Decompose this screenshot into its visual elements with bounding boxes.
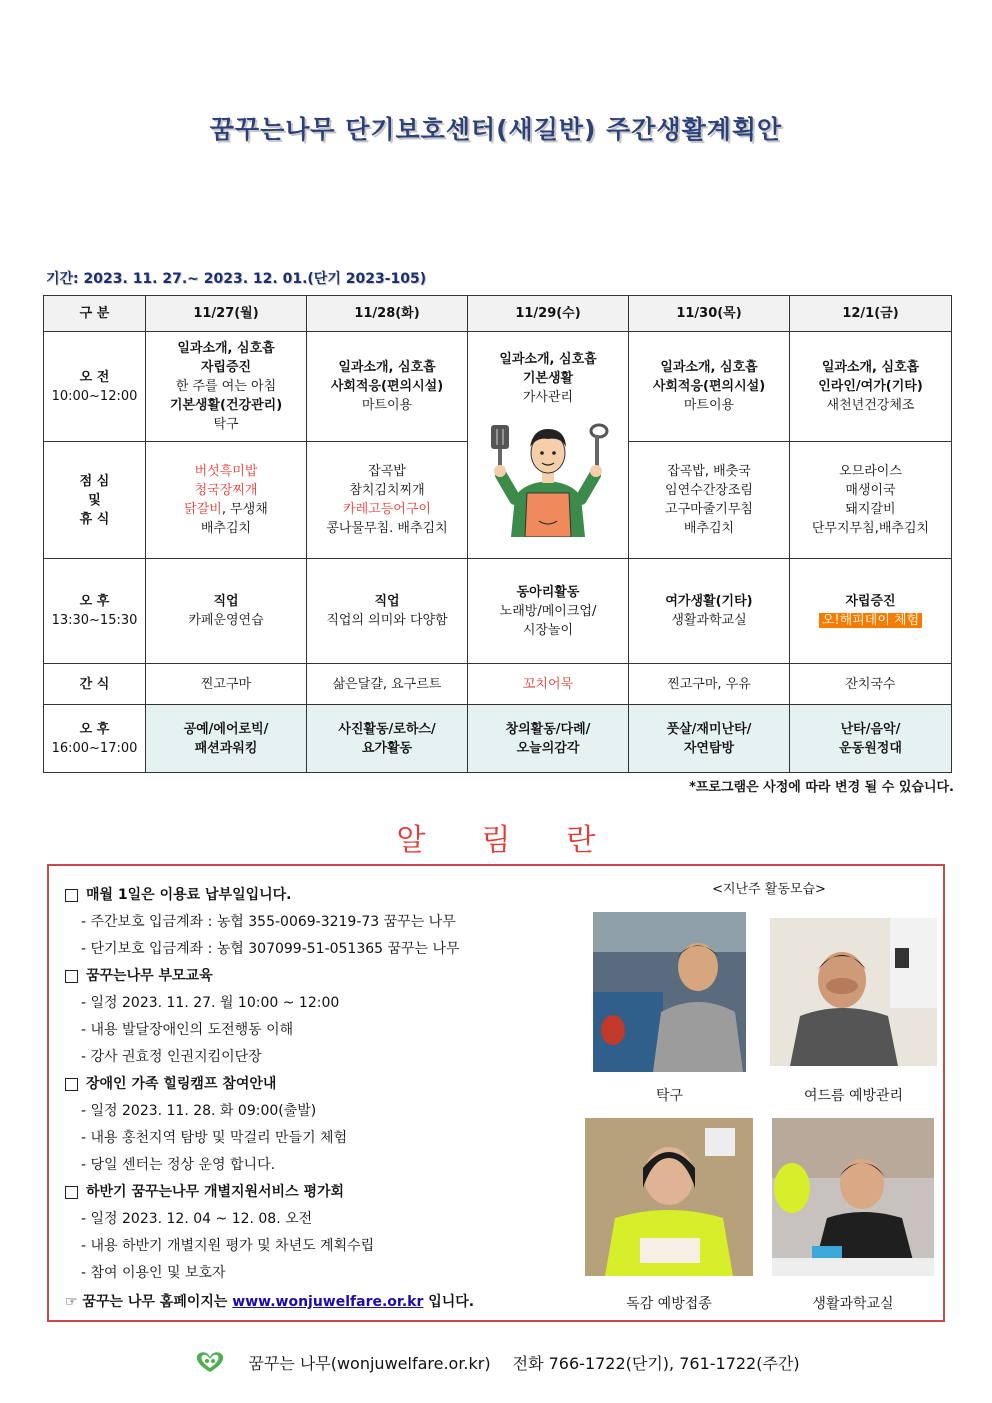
cell-line: 자립증진 <box>845 594 896 609</box>
checkbox-icon <box>65 889 78 902</box>
cell-line: 오므라이스 <box>839 464 902 479</box>
cell-fri-afternoon <box>790 559 952 664</box>
header-cell: 11/29(수) <box>468 296 629 332</box>
homepage-pre: ☞ 꿈꾸는 나무 홈페이지는 <box>65 1294 228 1310</box>
notice-section-head <box>65 1071 565 1098</box>
homepage-post: 입니다. <box>428 1294 475 1310</box>
cell-line: 새천년건강체조 <box>826 398 915 413</box>
notice-list <box>65 882 565 1317</box>
cell-tue-evening <box>307 705 468 773</box>
photo-science-class <box>772 1118 934 1276</box>
cell-thu-lunch <box>629 442 790 559</box>
table-row-afternoon <box>44 559 952 664</box>
cell-mon-afternoon <box>146 559 307 664</box>
notice-title: 알림란 <box>396 823 652 858</box>
caption-4: 생활과학교실 <box>812 1296 894 1312</box>
cell-line: 고구마줄기무침 <box>665 502 753 517</box>
weekly-schedule-table <box>43 295 952 773</box>
row-label <box>44 559 146 664</box>
cell-line: 마트이용 <box>361 398 413 413</box>
cell-line: 생활과학교실 <box>671 613 747 628</box>
cell-line: 풋살/재미난타/ <box>666 721 752 737</box>
table-row-snack <box>44 664 952 705</box>
cell-line: 버섯흑미밥 <box>194 464 258 479</box>
photo-acne-care <box>770 918 937 1066</box>
table-row-morning <box>44 332 952 442</box>
cell-line: 운동원정대 <box>839 740 902 756</box>
cell-wed-evening <box>468 705 629 773</box>
homepage-line <box>65 1287 565 1317</box>
cell-line: 자연탐방 <box>683 740 735 756</box>
notice-section-head <box>65 882 565 909</box>
cell-line-part: 닭갈비 <box>184 502 222 517</box>
notice-item: - 일정 2023. 12. 04 ~ 12. 08. 오전 <box>81 1211 313 1227</box>
cook-illustration <box>483 417 613 537</box>
cell-line: 닭갈비, 무생채 <box>184 502 268 517</box>
cell-line: 카페운영연습 <box>188 613 264 628</box>
photos-title: <지난주 활동모습> <box>712 882 826 897</box>
notice-item: - 일정 2023. 11. 27. 월 10:00 ~ 12:00 <box>81 995 340 1011</box>
row-label-title: 점 심 <box>79 473 110 489</box>
cell-line: 탁구 <box>213 417 239 432</box>
notice-item: - 내용 홍천지역 탐방 및 막걸리 만들기 체험 <box>81 1130 348 1146</box>
notice-item: - 강사 권효정 인권지킴이단장 <box>81 1049 262 1065</box>
cell-thu-evening <box>629 705 790 773</box>
notice-section-head <box>65 963 565 990</box>
cell-line: 일과소개, 심호흡 <box>177 341 275 356</box>
photo-flu-vaccination <box>585 1118 753 1276</box>
row-label-title: 오 전 <box>79 369 110 385</box>
period-value: 2023. 11. 27.~ 2023. 12. 01.(단기 2023-105) <box>83 271 427 287</box>
checkbox-icon <box>65 1078 78 1091</box>
cell-line: 사회적응(편의시설) <box>330 379 444 394</box>
cell-line: 창의활동/다례/ <box>505 721 591 737</box>
row-label <box>44 442 146 559</box>
cell-line: 노래방/메이크업/ <box>499 603 597 619</box>
cell-fri-lunch <box>790 442 952 559</box>
cell-line <box>792 611 949 630</box>
row-label-title: 및 <box>88 492 101 508</box>
row-label-time: 16:00~17:00 <box>51 740 138 756</box>
notice-head-text: 꿈꾸는나무 부모교육 <box>86 968 213 984</box>
cell-line: 마트이용 <box>683 398 735 413</box>
header-cell: 11/30(목) <box>629 296 790 332</box>
cell-line: 여가생활(기타) <box>665 594 753 609</box>
cell-line: 기본생활 <box>522 371 574 386</box>
notice-item: - 단기보호 입금계좌 : 농협 307099-51-051365 꿈꾸는 나무 <box>81 941 460 957</box>
checkbox-icon <box>65 1186 78 1199</box>
header-cell: 11/27(월) <box>146 296 307 332</box>
cell-line: 난타/음악/ <box>840 721 901 737</box>
cell-mon-morning <box>146 332 307 442</box>
cell-thu-afternoon <box>629 559 790 664</box>
cell-line: 동아리활동 <box>516 584 580 600</box>
row-label-time: 13:30~15:30 <box>51 613 138 628</box>
footer-org: 꿈꾸는 나무(wonjuwelfare.or.kr) <box>248 1353 491 1373</box>
cell-line: 배추김치 <box>200 521 252 536</box>
cell-line: 카레고등어구이 <box>343 502 431 517</box>
cell-line: 자립증진 <box>200 360 252 375</box>
cell-tue-lunch <box>307 442 468 559</box>
cell-line: 매생이국 <box>845 483 896 498</box>
cell-fri-morning <box>790 332 952 442</box>
cell-line: 일과소개, 심호흡 <box>499 352 597 367</box>
cell-mon-evening <box>146 705 307 773</box>
cell-tue-snack: 삶은달걀, 요구르트 <box>307 664 468 705</box>
cell-line: 직업 <box>374 594 400 609</box>
notice-item: - 참여 이용인 및 보호자 <box>81 1265 226 1281</box>
footer-phone: 전화 766-1722(단기), 761-1722(주간) <box>512 1353 800 1373</box>
logo-icon <box>192 1350 228 1374</box>
header-cell: 구 분 <box>44 296 146 332</box>
header-cell: 11/28(화) <box>307 296 468 332</box>
row-label-title: 휴 식 <box>79 511 110 527</box>
cell-line: 인라인/여가(기타) <box>818 379 923 394</box>
cell-line: 직업의 의미와 다양함 <box>326 613 448 628</box>
cell-fri-evening <box>790 705 952 773</box>
table-row-evening <box>44 705 952 773</box>
cell-line: 콩나물무침. 배추김치 <box>326 521 448 536</box>
cell-line: 시장놀이 <box>522 622 574 638</box>
row-label-title: 오 후 <box>79 594 110 609</box>
cell-line: 한 주를 여는 아침 <box>175 379 277 394</box>
cell-line: 오늘의감각 <box>516 740 580 756</box>
cell-line: 기본생활(건강관리) <box>169 398 283 413</box>
checkbox-icon <box>65 970 78 983</box>
caption-2: 여드름 예방관리 <box>803 1088 904 1104</box>
notice-head-text: 하반기 꿈꾸는나무 개별지원서비스 평가회 <box>86 1184 345 1200</box>
row-label-time: 10:00~12:00 <box>51 388 138 404</box>
row-label: 간 식 <box>44 664 146 705</box>
cell-thu-morning <box>629 332 790 442</box>
cell-line: 참치김치찌개 <box>349 483 425 498</box>
notice-item: - 내용 발달장애인의 도전행동 이해 <box>81 1022 294 1038</box>
cell-wed-afternoon <box>468 559 629 664</box>
cell-line: 청국장찌개 <box>194 483 258 498</box>
cell-line: 공예/에어로빅/ <box>183 721 269 737</box>
cell-line: 임연수간장조림 <box>665 483 753 498</box>
cell-tue-afternoon <box>307 559 468 664</box>
notice-section-head <box>65 1179 565 1206</box>
cell-tue-morning <box>307 332 468 442</box>
cell-thu-snack: 찐고구마, 우유 <box>629 664 790 705</box>
cell-line: 일과소개, 심호흡 <box>821 360 920 375</box>
cell-line: 직업 <box>213 594 239 609</box>
notice-box <box>47 864 945 1322</box>
cell-fri-snack: 잔치국수 <box>790 664 952 705</box>
cell-line: 배추김치 <box>683 521 735 536</box>
cell-line: 패션과워킹 <box>194 740 258 756</box>
period <box>46 268 426 288</box>
notice-item: - 내용 하반기 개별지원 평가 및 차년도 계획수립 <box>81 1238 375 1254</box>
cell-line: 사회적응(편의시설) <box>652 379 766 394</box>
cell-line-part: 무생채 <box>230 502 268 517</box>
cell-wed-snack: 꼬치어묵 <box>468 664 629 705</box>
notice-head-text: 장애인 가족 힐링캠프 참여안내 <box>86 1076 277 1092</box>
row-label <box>44 705 146 773</box>
notice-item: - 일정 2023. 11. 28. 화 09:00(출발) <box>81 1103 317 1119</box>
cell-line: 잡곡밥 <box>368 464 406 479</box>
caption-3: 독감 예방접종 <box>626 1296 712 1312</box>
photo-table-tennis <box>593 912 746 1072</box>
cell-line: 가사관리 <box>522 390 574 405</box>
cell-mon-lunch <box>146 442 307 559</box>
cell-mon-snack: 찐고구마 <box>146 664 307 705</box>
schedule-note: *프로그램은 사정에 따라 변경 될 수 있습니다. <box>689 780 954 795</box>
table-header-row <box>44 296 952 332</box>
cell-line: 돼지갈비 <box>845 502 896 517</box>
period-label: 기간: <box>46 271 79 287</box>
notice-item: - 당일 센터는 정상 운영 합니다. <box>81 1157 276 1173</box>
cell-line: 요가활동 <box>361 740 413 756</box>
row-label <box>44 332 146 442</box>
highlight-tag: 오!해피데이 체험 <box>819 613 922 628</box>
header-cell: 12/1(금) <box>790 296 952 332</box>
cell-line: 일과소개, 심호흡 <box>660 360 758 375</box>
cell-line: 단무지무침,배추김치 <box>811 521 930 536</box>
caption-1: 탁구 <box>655 1088 684 1104</box>
cell-line: 일과소개, 심호흡 <box>338 360 436 375</box>
cell-wed-morning-lunch <box>468 332 629 559</box>
page-title: 꿈꾸는나무 단기보호센터(새길반) 주간생활계획안 <box>209 115 783 144</box>
row-label-title: 오 후 <box>79 721 110 737</box>
notice-item: - 주간보호 입금계좌 : 농협 355-0069-3219-73 꿈꾸는 나무 <box>81 914 456 930</box>
footer <box>0 1350 992 1374</box>
homepage-link[interactable]: www.wonjuwelfare.or.kr <box>232 1294 424 1310</box>
cell-line: 잡곡밥, 배춧국 <box>667 464 751 479</box>
notice-head-text: 매월 1일은 이용료 납부일입니다. <box>86 887 292 903</box>
cell-line: 사진활동/로하스/ <box>338 721 436 737</box>
